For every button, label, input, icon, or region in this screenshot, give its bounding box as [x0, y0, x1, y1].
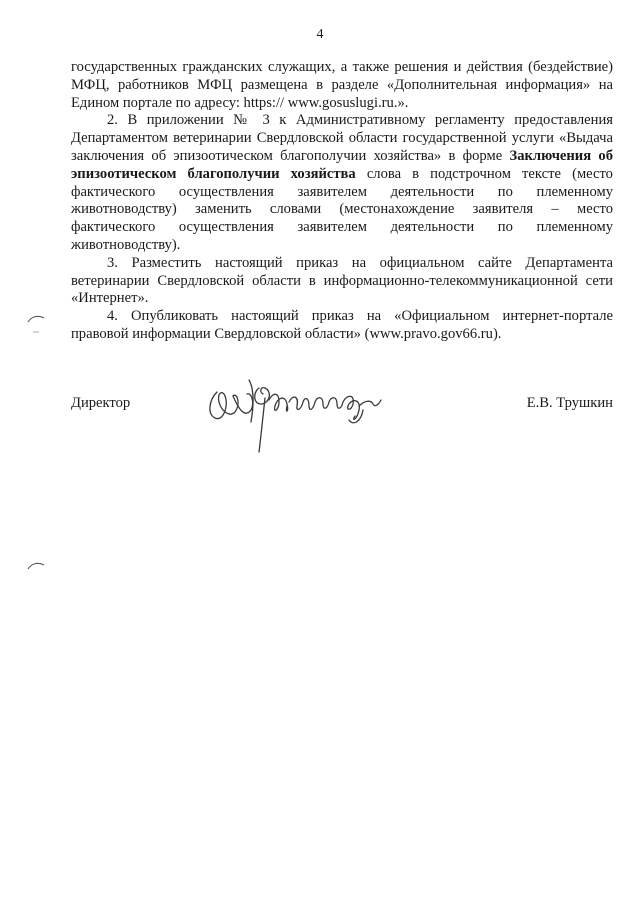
item-3-paragraph: 3. Разместить настоящий приказ на официальном сайте Департамента ветеринарии Свердловской области в информационно-телекоммуникационной сети «Интернет».	[71, 254, 613, 307]
signer-name: Е.В. Трушкин	[526, 395, 613, 411]
item-2-text-after: слова в подстрочном тексте (место фактического осуществления заявителем деятельности по племенному животноводству) заменить словами (местонахождение заявителя – место фактического осуществления заявителем деятельности по племенному животноводству).	[71, 165, 613, 253]
document-body	[71, 59, 613, 344]
handwritten-signature	[203, 370, 403, 455]
margin-punch-mark-bottom	[24, 555, 48, 585]
item-2-text-before: 2. В приложении № 3 к Административному регламенту предоставления Департаментом ветеринарии Свердловской области государственной услуги «Выдача заключения об эпизоотическом благополучии хозяйства» в форме	[71, 112, 613, 164]
margin-punch-mark-top	[24, 308, 48, 338]
item-2-bold-form-name: Заключения об эпизоотическом благополучии хозяйства	[71, 147, 613, 182]
item-2-paragraph	[71, 112, 613, 254]
item-4-paragraph: 4. Опубликовать настоящий приказ на «Официальном интернет-портале правовой информации Свердловской области» (www.pravo.gov66.ru).	[71, 308, 613, 342]
signer-title: Директор	[71, 395, 131, 411]
page-number: 4	[316, 27, 324, 42]
continuation-paragraph: государственных гражданских служащих, а также решения и действия (бездействие) МФЦ, работников МФЦ размещена в разделе «Дополнительная информация» на Едином портале по адресу: https:// www.gosuslugi.ru.».	[71, 59, 613, 111]
